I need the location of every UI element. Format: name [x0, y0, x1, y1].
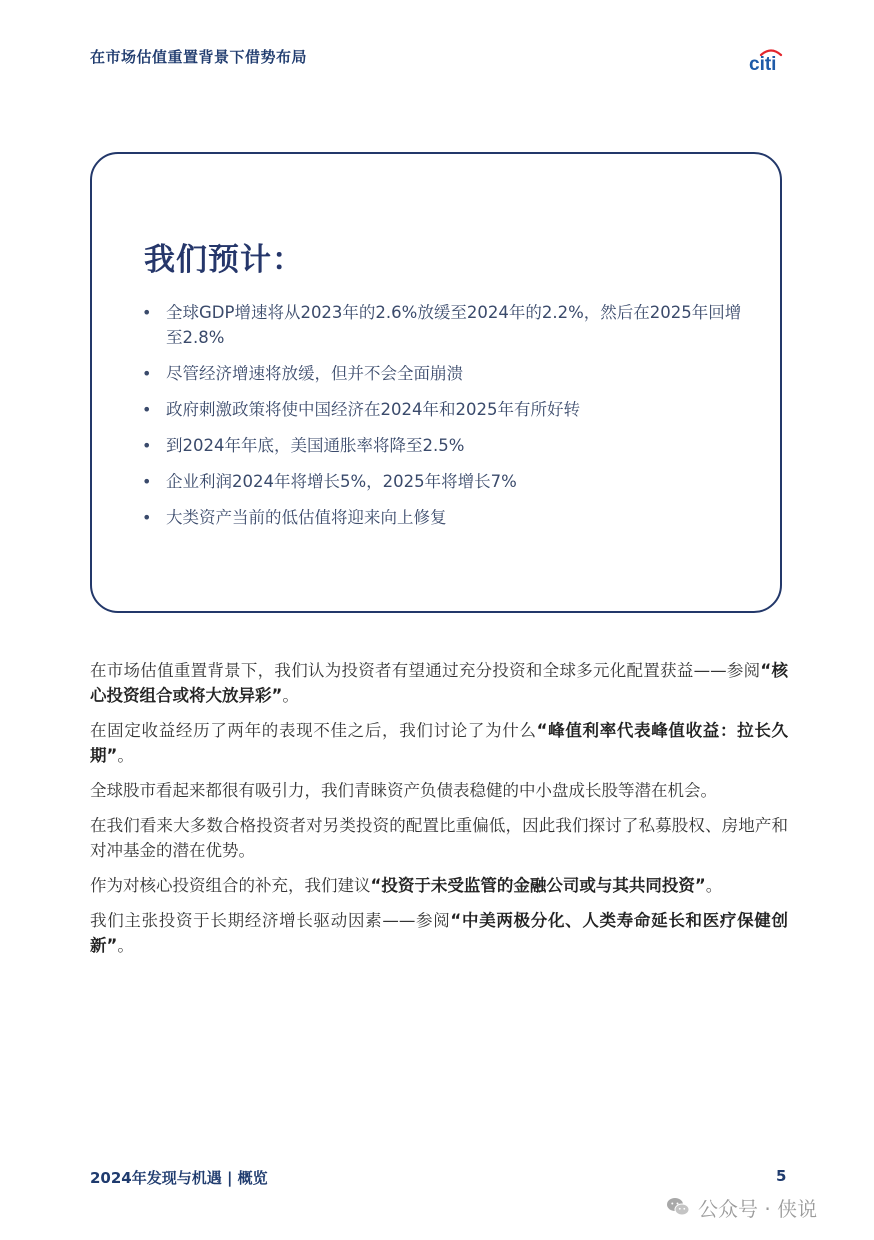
bullet-dot-icon: •: [142, 508, 152, 527]
bullet-text: 政府刺激政策将使中国经济在2024年和2025年有所好转: [166, 400, 580, 419]
bullet-text: 企业利润2024年将增长5%，2025年将增长7%: [166, 472, 517, 491]
bullet-dot-icon: •: [142, 303, 152, 322]
bullet-text: 到2024年年底，美国通胀率将降至2.5%: [166, 436, 465, 455]
paragraph: 在我们看来大多数合格投资者对另类投资的配置比重偏低，因此我们探讨了私募股权、房地产和对冲基金的潜在优势。: [90, 816, 788, 860]
footer-document-title: 2024年发现与机遇 | 概览: [90, 1169, 268, 1187]
wechat-icon: [666, 1196, 690, 1218]
bullet-item: [140, 397, 750, 422]
report-link[interactable]: “投资于未受监管的金融公司或与其共同投资”: [370, 876, 706, 895]
bullet-item: [140, 433, 750, 458]
report-link[interactable]: “峰值利率代表峰值收益：拉长久期”: [90, 721, 788, 765]
bullet-item: [140, 469, 750, 494]
report-link[interactable]: “中美两极分化、人类寿命延长和医疗保健创新”: [90, 911, 788, 955]
wechat-watermark: [666, 1192, 817, 1222]
bullet-dot-icon: •: [142, 400, 152, 419]
forecast-bullet-list: [140, 300, 750, 541]
bullet-item: [140, 505, 750, 530]
bullet-dot-icon: •: [142, 436, 152, 455]
bullet-text: 全球GDP增速将从2023年的2.6%放缓至2024年的2.2%，然后在2025年回增至2.8%: [166, 303, 742, 347]
body-text: [90, 658, 788, 968]
bullet-item: [140, 361, 750, 386]
paragraph: 在市场估值重置背景下，我们认为投资者有望通过充分投资和全球多元化配置获益——参阅“核心投资组合或将大放异彩”。: [90, 661, 788, 705]
callout-title: 我们预计：: [144, 242, 304, 278]
bullet-item: [140, 300, 750, 350]
paragraph: 我们主张投资于长期经济增长驱动因素——参阅“中美两极分化、人类寿命延长和医疗保健创新”。: [90, 911, 788, 955]
paragraph: 在固定收益经历了两年的表现不佳之后，我们讨论了为什么“峰值利率代表峰值收益：拉长久期”。: [90, 721, 788, 765]
page-number: 5: [776, 1167, 787, 1185]
forecast-callout-box: [90, 152, 782, 613]
report-link[interactable]: “核心投资组合或将大放异彩”: [90, 661, 788, 705]
bullet-text: 大类资产当前的低估值将迎来向上修复: [166, 508, 447, 527]
page-header-title: 在市场估值重置背景下借势布局: [90, 48, 308, 66]
citi-logo-text: citi: [749, 54, 777, 74]
paragraph: 全球股市看起来都很有吸引力，我们青睐资产负债表稳健的中小盘成长股等潜在机会。: [90, 781, 717, 800]
bullet-dot-icon: •: [142, 364, 152, 383]
watermark-text: 公众号 · 侠说: [698, 1196, 818, 1221]
paragraph: 作为对核心投资组合的补充，我们建议“投资于未受监管的金融公司或与其共同投资”。: [90, 876, 723, 895]
citi-logo: [748, 44, 788, 74]
bullet-dot-icon: •: [142, 472, 152, 491]
bullet-text: 尽管经济增速将放缓，但并不会全面崩溃: [166, 364, 463, 383]
